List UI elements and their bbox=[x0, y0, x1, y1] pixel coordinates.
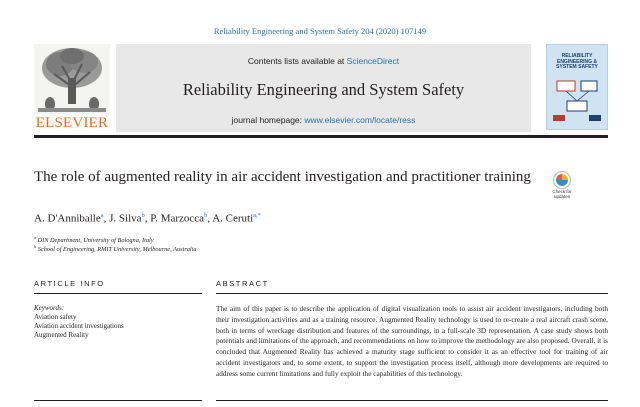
sciencedirect-link[interactable]: ScienceDirect bbox=[346, 56, 400, 66]
crossmark-icon bbox=[545, 170, 579, 190]
elsevier-wordmark: ELSEVIER bbox=[35, 115, 109, 131]
abstract-rule bbox=[216, 293, 608, 294]
crossmark-label: Check for updates bbox=[552, 189, 572, 199]
affiliation-text: DIN Department, University of Bologna, Italy bbox=[37, 237, 154, 245]
elsevier-logo bbox=[34, 44, 110, 132]
affiliation-mark: a bbox=[34, 235, 36, 240]
journal-homepage-link[interactable]: www.elsevier.com/locate/ress bbox=[304, 115, 416, 125]
author-list: A. D'Anniballe$^a$, J. Silva$^b$, P. Marzocca$^b$, A. Ceruti$^{a,*}$ bbox=[34, 212, 261, 225]
keywords-label: Keywords: bbox=[34, 304, 65, 312]
author-name[interactable]: J. Silva bbox=[109, 212, 142, 225]
check-for-updates-badge[interactable] bbox=[545, 170, 579, 200]
header-rule bbox=[34, 135, 608, 138]
article-info-rule bbox=[34, 293, 202, 294]
author-affiliation-mark[interactable]: a bbox=[100, 212, 104, 219]
author-name[interactable]: P. Marzocca bbox=[150, 212, 205, 225]
journal-cover[interactable] bbox=[546, 44, 608, 130]
cover-diagram-icon bbox=[547, 75, 607, 125]
author-name[interactable]: A. Ceruti bbox=[212, 212, 254, 225]
author-name[interactable]: A. D'Anniballe bbox=[34, 212, 101, 225]
keyword-item: Augmented Reality bbox=[34, 331, 89, 339]
keyword-item: Aviation safety bbox=[34, 313, 77, 321]
journal-banner bbox=[116, 44, 531, 132]
affiliation-a bbox=[34, 235, 154, 244]
author-affiliation-mark[interactable]: b bbox=[204, 212, 208, 219]
abstract-bottom-rule bbox=[216, 400, 608, 401]
homepage-prefix: journal homepage: bbox=[231, 115, 305, 125]
journal-title: Reliability Engineering and System Safety bbox=[182, 80, 465, 99]
journal-citation[interactable]: Reliability Engineering and System Safety 204 (2020) 107149 bbox=[213, 26, 427, 36]
cover-title: RELIABILITY ENGINEERING & SYSTEM SAFETY bbox=[556, 53, 598, 71]
article-info-bottom-rule bbox=[34, 400, 202, 401]
affiliation-b bbox=[34, 244, 197, 253]
article-title: The role of augmented reality in air accident investigation and practitioner training bbox=[34, 169, 531, 185]
homepage-line bbox=[116, 115, 531, 125]
affiliation-mark: b bbox=[34, 244, 37, 249]
article-info-heading: ARTICLE INFO bbox=[34, 279, 105, 288]
abstract-heading: ABSTRACT bbox=[216, 279, 269, 288]
contents-line bbox=[116, 56, 531, 66]
author-affiliation-mark[interactable]: b bbox=[141, 212, 145, 219]
abstract-body: The aim of this paper is to describe the application of digital visualization tools to assist air accident investigators, including both their investigation activities and as a training resource. Augmented Reality technology is used to re-create a real aircraft crash scene, both in terms of wreckage distribution and features of the surroundings, in a full-scale 3D representation. A case study shows both potentials and limitations of the approach, and recommendations on how to improve the methodology are also proposed. Overall, it is concluded that Augmented Reality has achieved a maturity stage sufficient to consider it as an effective tool for training of air accident investigators and, to some extent, to support the investigation process itself, although more developments are required to address some current limitations and fully exploit the capabilities of this technology. bbox=[216, 304, 608, 378]
elsevier-tree-icon bbox=[34, 44, 110, 114]
affiliation-text: School of Engineering, RMIT University, Melbourne, Australia bbox=[37, 246, 197, 254]
author-affiliation-mark[interactable]: a,* bbox=[253, 212, 261, 219]
keyword-item: Aviation accident investigations bbox=[34, 322, 124, 330]
contents-prefix: Contents lists available at bbox=[247, 56, 347, 66]
